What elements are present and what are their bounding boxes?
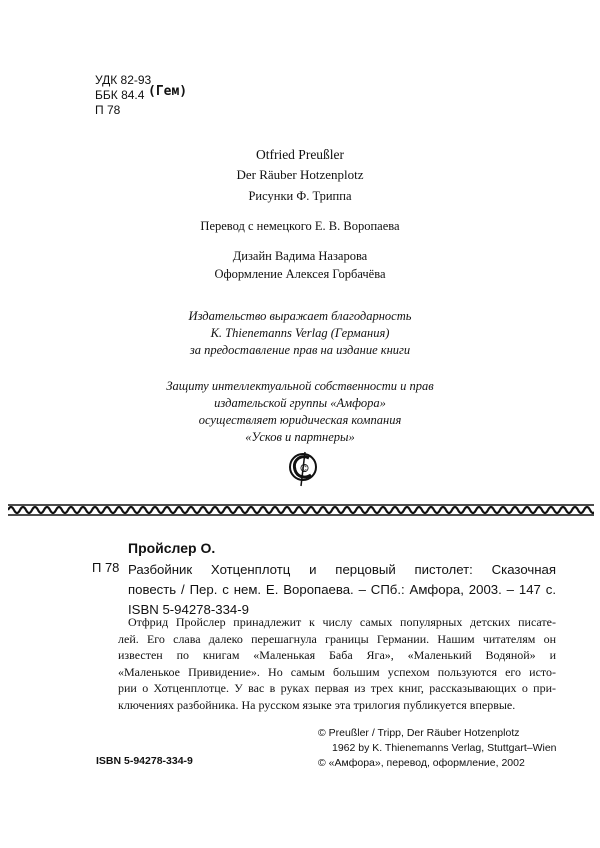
legal-line-1: Защиту интеллектуальной собственности и прав (166, 379, 434, 393)
annotation-paragraph (118, 614, 556, 713)
decorative-divider (8, 503, 594, 517)
translator-credit: Перевод с немецкого Е. В. Воропаева (200, 219, 400, 233)
catalog-call-number: П 78 (92, 560, 120, 575)
udk-code: УДК 82-93 (95, 73, 152, 87)
layout-credit: Оформление Алексея Горбачёва (214, 267, 386, 281)
annotation-line-5: рии о Хотценплотце. У вас в руках первая из трех книг, рассказывающих о при- (118, 681, 556, 695)
catalog-entry (128, 560, 556, 620)
annotation-line-3: известен по книгам «Маленькая Баба Яга», «Маленький Водяной» и (118, 648, 556, 662)
annotation-line-4: «Маленькое Привидение». Но самым большим успехом пользуются его исто- (118, 664, 556, 679)
isbn-bottom: ISBN 5-94278-334-9 (96, 755, 193, 767)
design-credit: Дизайн Вадима Назарова (232, 249, 368, 263)
copyright-line-2: 1962 by K. Thienemanns Verlag, Stuttgart–Wien (332, 742, 557, 754)
original-title: Der Räuber Hotzenplotz (236, 167, 364, 182)
annotation-line-1: Отфрид Пройслер принадлежит к числу самых популярных детских писате- (128, 615, 556, 629)
acknowledgement-line-2: K. Thienemanns Verlag (Германия) (210, 326, 390, 340)
original-author: Otfried Preußler (255, 147, 345, 162)
legal-line-2: издательской группы «Амфора» (214, 396, 386, 410)
copyright-line-3: © «Амфора», перевод, оформление, 2002 (318, 757, 525, 769)
bbk-code: ББК 84.4 (95, 88, 145, 102)
annotation-line-6: ключениях разбойника. На русском языке эта трилогия публикуется впервые. (118, 697, 516, 712)
catalog-isbn: ISBN 5-94278-334-9 (128, 602, 249, 617)
annotation-line-2: лей. Его слава далеко перешагнула границы Германии. Нашим читателям он (118, 631, 556, 646)
logo-letter: © (299, 462, 310, 475)
catalog-author: Пройслер О. (128, 540, 216, 556)
catalog-line-2: повесть / Пер. с нем. Е. Воропаева. – СПб.: Амфора, 2003. – 147 с. (128, 582, 556, 597)
acknowledgement-line-1: Издательство выражает благодарность (188, 309, 412, 323)
legal-line-4: «Усков и партнеры» (245, 430, 355, 444)
copyright-logo-icon (287, 450, 319, 488)
copyright-line-1: © Preußler / Tripp, Der Räuber Hotzenplotz (318, 727, 520, 739)
acknowledgement-line-3: за предоставление прав на издание книги (189, 343, 411, 357)
author-mark-code: П 78 (95, 103, 121, 117)
catalog-line-1: Разбойник Хотценплотц и перцовый пистолет: Сказочная (128, 562, 556, 577)
legal-line-3: осуществляет юридическая компания (198, 413, 402, 427)
illustrator-credit: Рисунки Ф. Триппа (248, 189, 352, 203)
handwritten-annotation: (Гем) (148, 84, 188, 99)
